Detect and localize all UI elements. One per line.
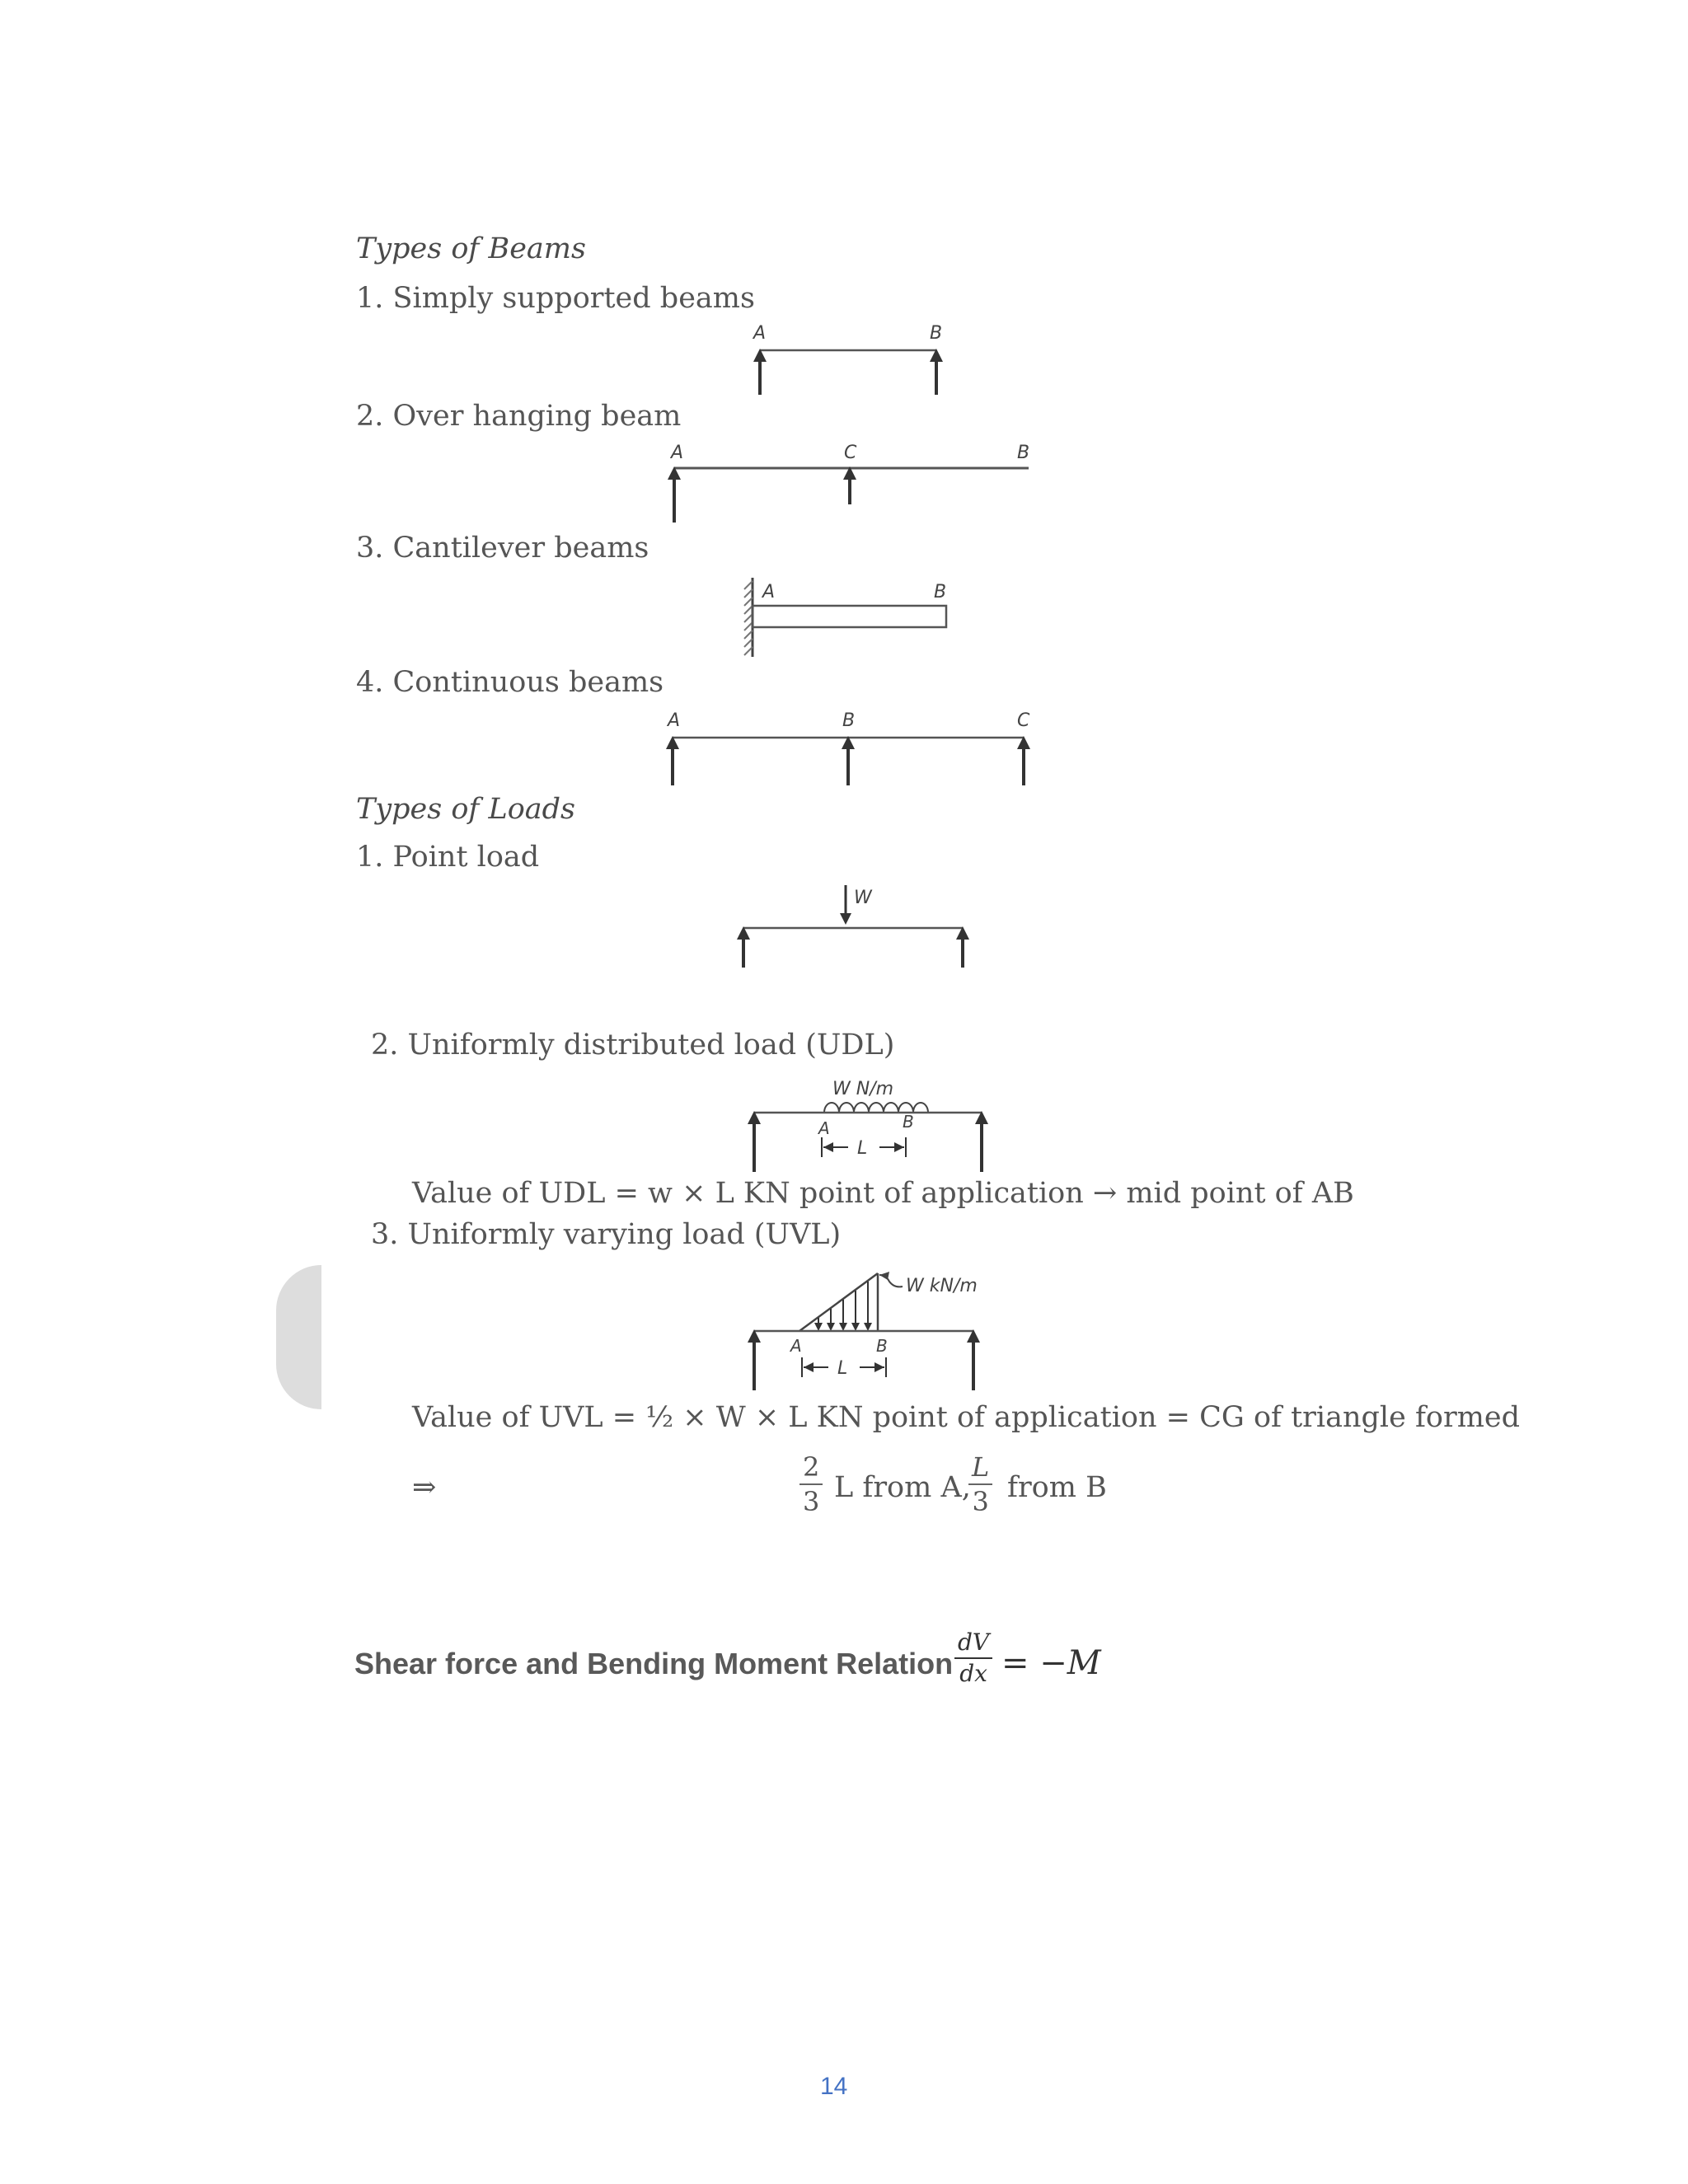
relation-rhs: = −M [1001, 1644, 1101, 1682]
point-label-a: A [818, 1118, 830, 1138]
uvl-mid-text: L from A, [834, 1471, 971, 1504]
beams-heading: Types of Beams [356, 232, 586, 265]
length-label: L [857, 1138, 868, 1159]
point-label-a: A [668, 710, 681, 731]
point-label-b: B [934, 582, 947, 602]
point-label-a: A [753, 323, 767, 344]
point-label-b: B [930, 323, 943, 344]
shear-bending-relation-label: Shear force and Bending Moment Relation [354, 1647, 954, 1680]
beam-item-simply-supported: 1. Simply supported beams [356, 282, 755, 315]
point-load-diagram [725, 882, 973, 972]
fraction-denominator: dx [959, 1660, 987, 1687]
decorative-shape [276, 1265, 321, 1409]
beam-item-continuous: 4. Continuous beams [356, 666, 664, 699]
load-item-udl: 2. Uniformly distributed load (UDL) [371, 1029, 895, 1062]
point-label-b: B [903, 1112, 914, 1132]
point-label-b: B [842, 710, 856, 731]
fraction-numerator: L [968, 1451, 992, 1485]
fraction-numerator: dV [954, 1628, 992, 1659]
load-item-point: 1. Point load [356, 841, 540, 874]
overhanging-beam-diagram [659, 437, 1039, 527]
uvl-diagram [738, 1265, 1001, 1397]
udl-value-text: Value of UDL = w × L KN point of application → mid point of AB [412, 1177, 1354, 1210]
loads-heading: Types of Loads [356, 793, 576, 826]
udl-diagram [738, 1071, 1001, 1179]
derivative-fraction [954, 1628, 992, 1689]
length-label: L [837, 1358, 848, 1379]
point-label-a: A [790, 1336, 802, 1356]
beam-item-overhanging: 2. Over hanging beam [356, 400, 682, 433]
fraction-denominator: 3 [803, 1486, 820, 1517]
point-label-c: C [844, 443, 857, 463]
fraction-two-thirds [799, 1451, 823, 1518]
continuous-beam-diagram [659, 705, 1039, 791]
fraction-denominator: 3 [972, 1486, 989, 1517]
point-label-a: A [762, 582, 776, 602]
point-label-c: C [1017, 710, 1030, 731]
fraction-l-third [968, 1451, 992, 1518]
load-label-w: W [854, 888, 872, 908]
uvl-load-label: W kN/m [906, 1276, 978, 1296]
point-label-b: B [876, 1336, 888, 1356]
beam-item-cantilever: 3. Cantilever beams [356, 532, 649, 565]
fraction-numerator: 2 [799, 1451, 823, 1485]
uvl-end-text: from B [1007, 1471, 1107, 1504]
uvl-value-text: Value of UVL = ½ × W × L KN point of application = CG of triangle formed [412, 1401, 1521, 1434]
udl-load-label: W N/m [832, 1079, 894, 1099]
point-label-a: A [671, 443, 684, 463]
implies-symbol: ⇒ [412, 1471, 437, 1504]
point-label-b: B [1017, 443, 1030, 463]
simply-supported-beam-diagram [742, 317, 956, 400]
load-item-uvl: 3. Uniformly varying load (UVL) [371, 1218, 842, 1251]
page-number: 14 [820, 2073, 848, 2100]
cantilever-beam-diagram [738, 573, 960, 663]
